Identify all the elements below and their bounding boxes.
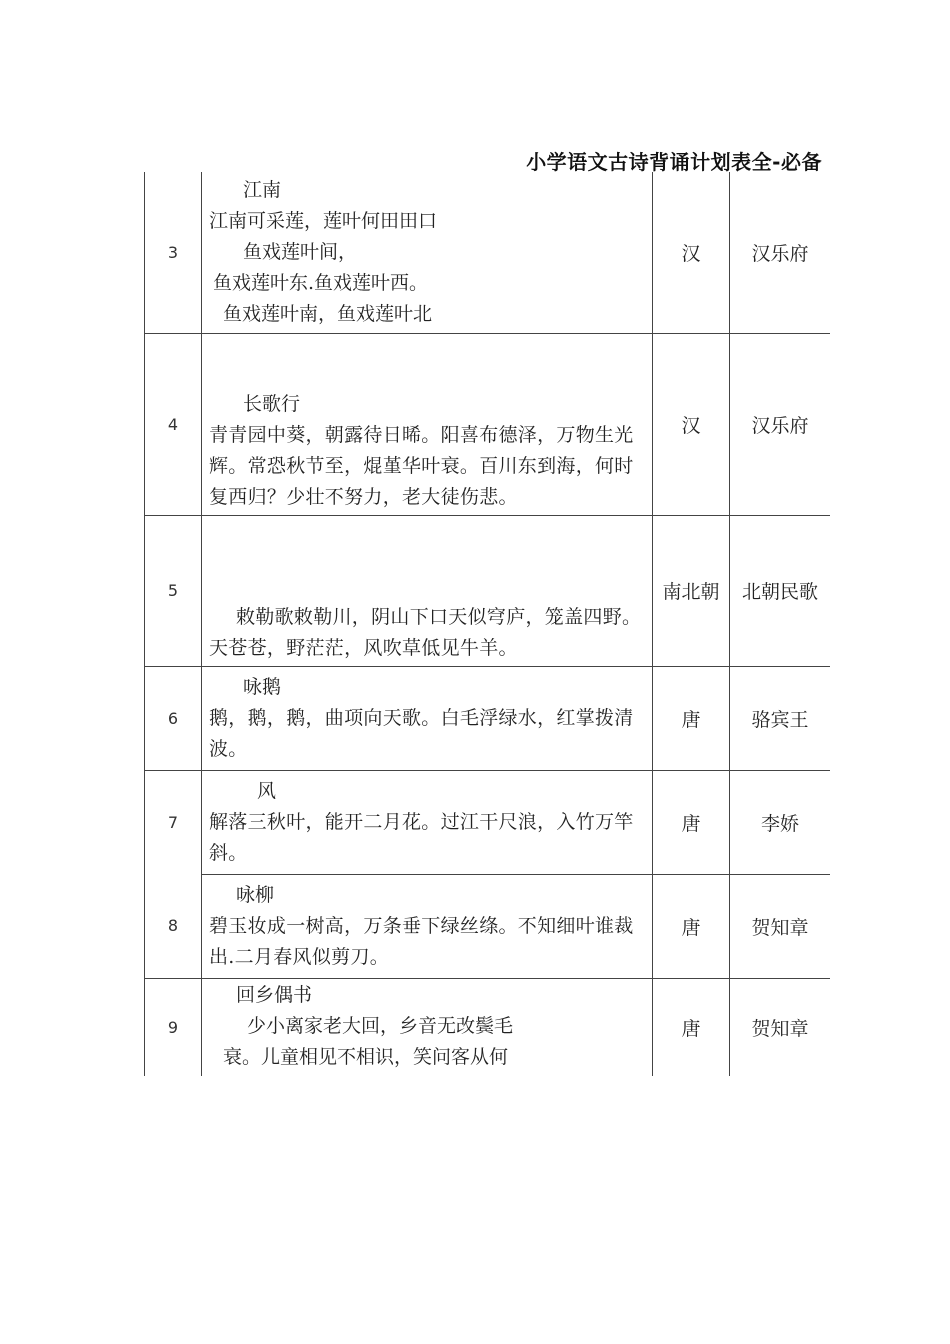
- poem-line: 江南可采莲，莲叶何田田口: [209, 209, 438, 232]
- author-cell: 北朝民歌: [730, 515, 831, 666]
- poem-title: 回乡偶书: [236, 983, 313, 1006]
- table-row: [145, 874, 831, 978]
- poem-table: [144, 172, 830, 1076]
- dynasty-cell: 唐: [653, 770, 730, 874]
- dynasty-cell: 唐: [653, 874, 730, 978]
- poem-line: 鱼戏莲叶东.鱼戏莲叶西。: [213, 271, 429, 294]
- poem-cell: [202, 666, 653, 770]
- poem-body: 鹅，鹅，鹅，曲项向天歌。白毛浮绿水，红掌拨清波。: [209, 706, 634, 760]
- poem-line: 衰。儿童相见不相识，笑问客从何: [223, 1045, 509, 1068]
- poem-cell: [202, 515, 653, 666]
- author-cell: 贺知章: [730, 874, 831, 978]
- dynasty-cell: 唐: [653, 978, 730, 1076]
- table-row: [145, 333, 831, 515]
- author-cell: 李娇: [730, 770, 831, 874]
- table-row: [145, 172, 831, 333]
- poem-cell: [202, 333, 653, 515]
- poem-cell: [202, 978, 653, 1076]
- dynasty-cell: 汉: [653, 333, 730, 515]
- author-cell: 骆宾王: [730, 666, 831, 770]
- author-cell: 汉乐府: [730, 333, 831, 515]
- table-row: [145, 515, 831, 666]
- row-number: 5: [145, 515, 202, 666]
- poem-body: 解落三秋叶，能开二月花。过江干尺浪，入竹万竿斜。: [209, 810, 634, 864]
- author-cell: 汉乐府: [730, 172, 831, 333]
- dynasty-cell: 唐: [653, 666, 730, 770]
- dynasty-cell: 南北朝: [653, 515, 730, 666]
- dynasty-cell: 汉: [653, 172, 730, 333]
- poem-title: 咏鹅: [243, 675, 282, 698]
- row-number: 4: [145, 333, 202, 515]
- row-number: 6: [145, 666, 202, 770]
- row-number: 8: [145, 874, 202, 978]
- poem-cell: [202, 874, 653, 978]
- poem-line: 鱼戏莲叶间，: [243, 240, 358, 263]
- row-number: 7: [145, 770, 202, 874]
- poem-line: 少小离家老大回，乡音无改鬓毛: [247, 1014, 514, 1037]
- poem-cell: [202, 770, 653, 874]
- row-number: 3: [145, 172, 202, 333]
- page-title: 小学语文古诗背诵计划表全-必备: [526, 150, 822, 174]
- poem-cell: [202, 172, 653, 333]
- table-row: [145, 666, 831, 770]
- table-row: [145, 978, 831, 1076]
- poem-title: 咏柳: [236, 883, 275, 906]
- poem-body: 碧玉妆成一树高，万条垂下绿丝绦。不知细叶谁裁出.二月春风似剪刀。: [209, 914, 634, 968]
- poem-title: 风: [257, 779, 277, 802]
- poem-line: 鱼戏莲叶南，鱼戏莲叶北: [223, 302, 433, 325]
- row-number: 9: [145, 978, 202, 1076]
- poem-title: 长歌行: [243, 392, 301, 415]
- poem-title: 江南: [243, 178, 282, 201]
- poem-body: 青青园中葵，朝露待日晞。阳喜布德泽，万物生光辉。常恐秋节至，焜堇华叶衰。百川东到海，何时复西归？少壮不努力，老大徒伤悲。: [209, 423, 634, 508]
- poem-body: 敕勒歌敕勒川，阴山下口天似穹庐，笼盖四野。天苍苍，野茫茫，风吹草低见牛羊。: [209, 605, 642, 659]
- author-cell: 贺知章: [730, 978, 831, 1076]
- table-row: [145, 770, 831, 874]
